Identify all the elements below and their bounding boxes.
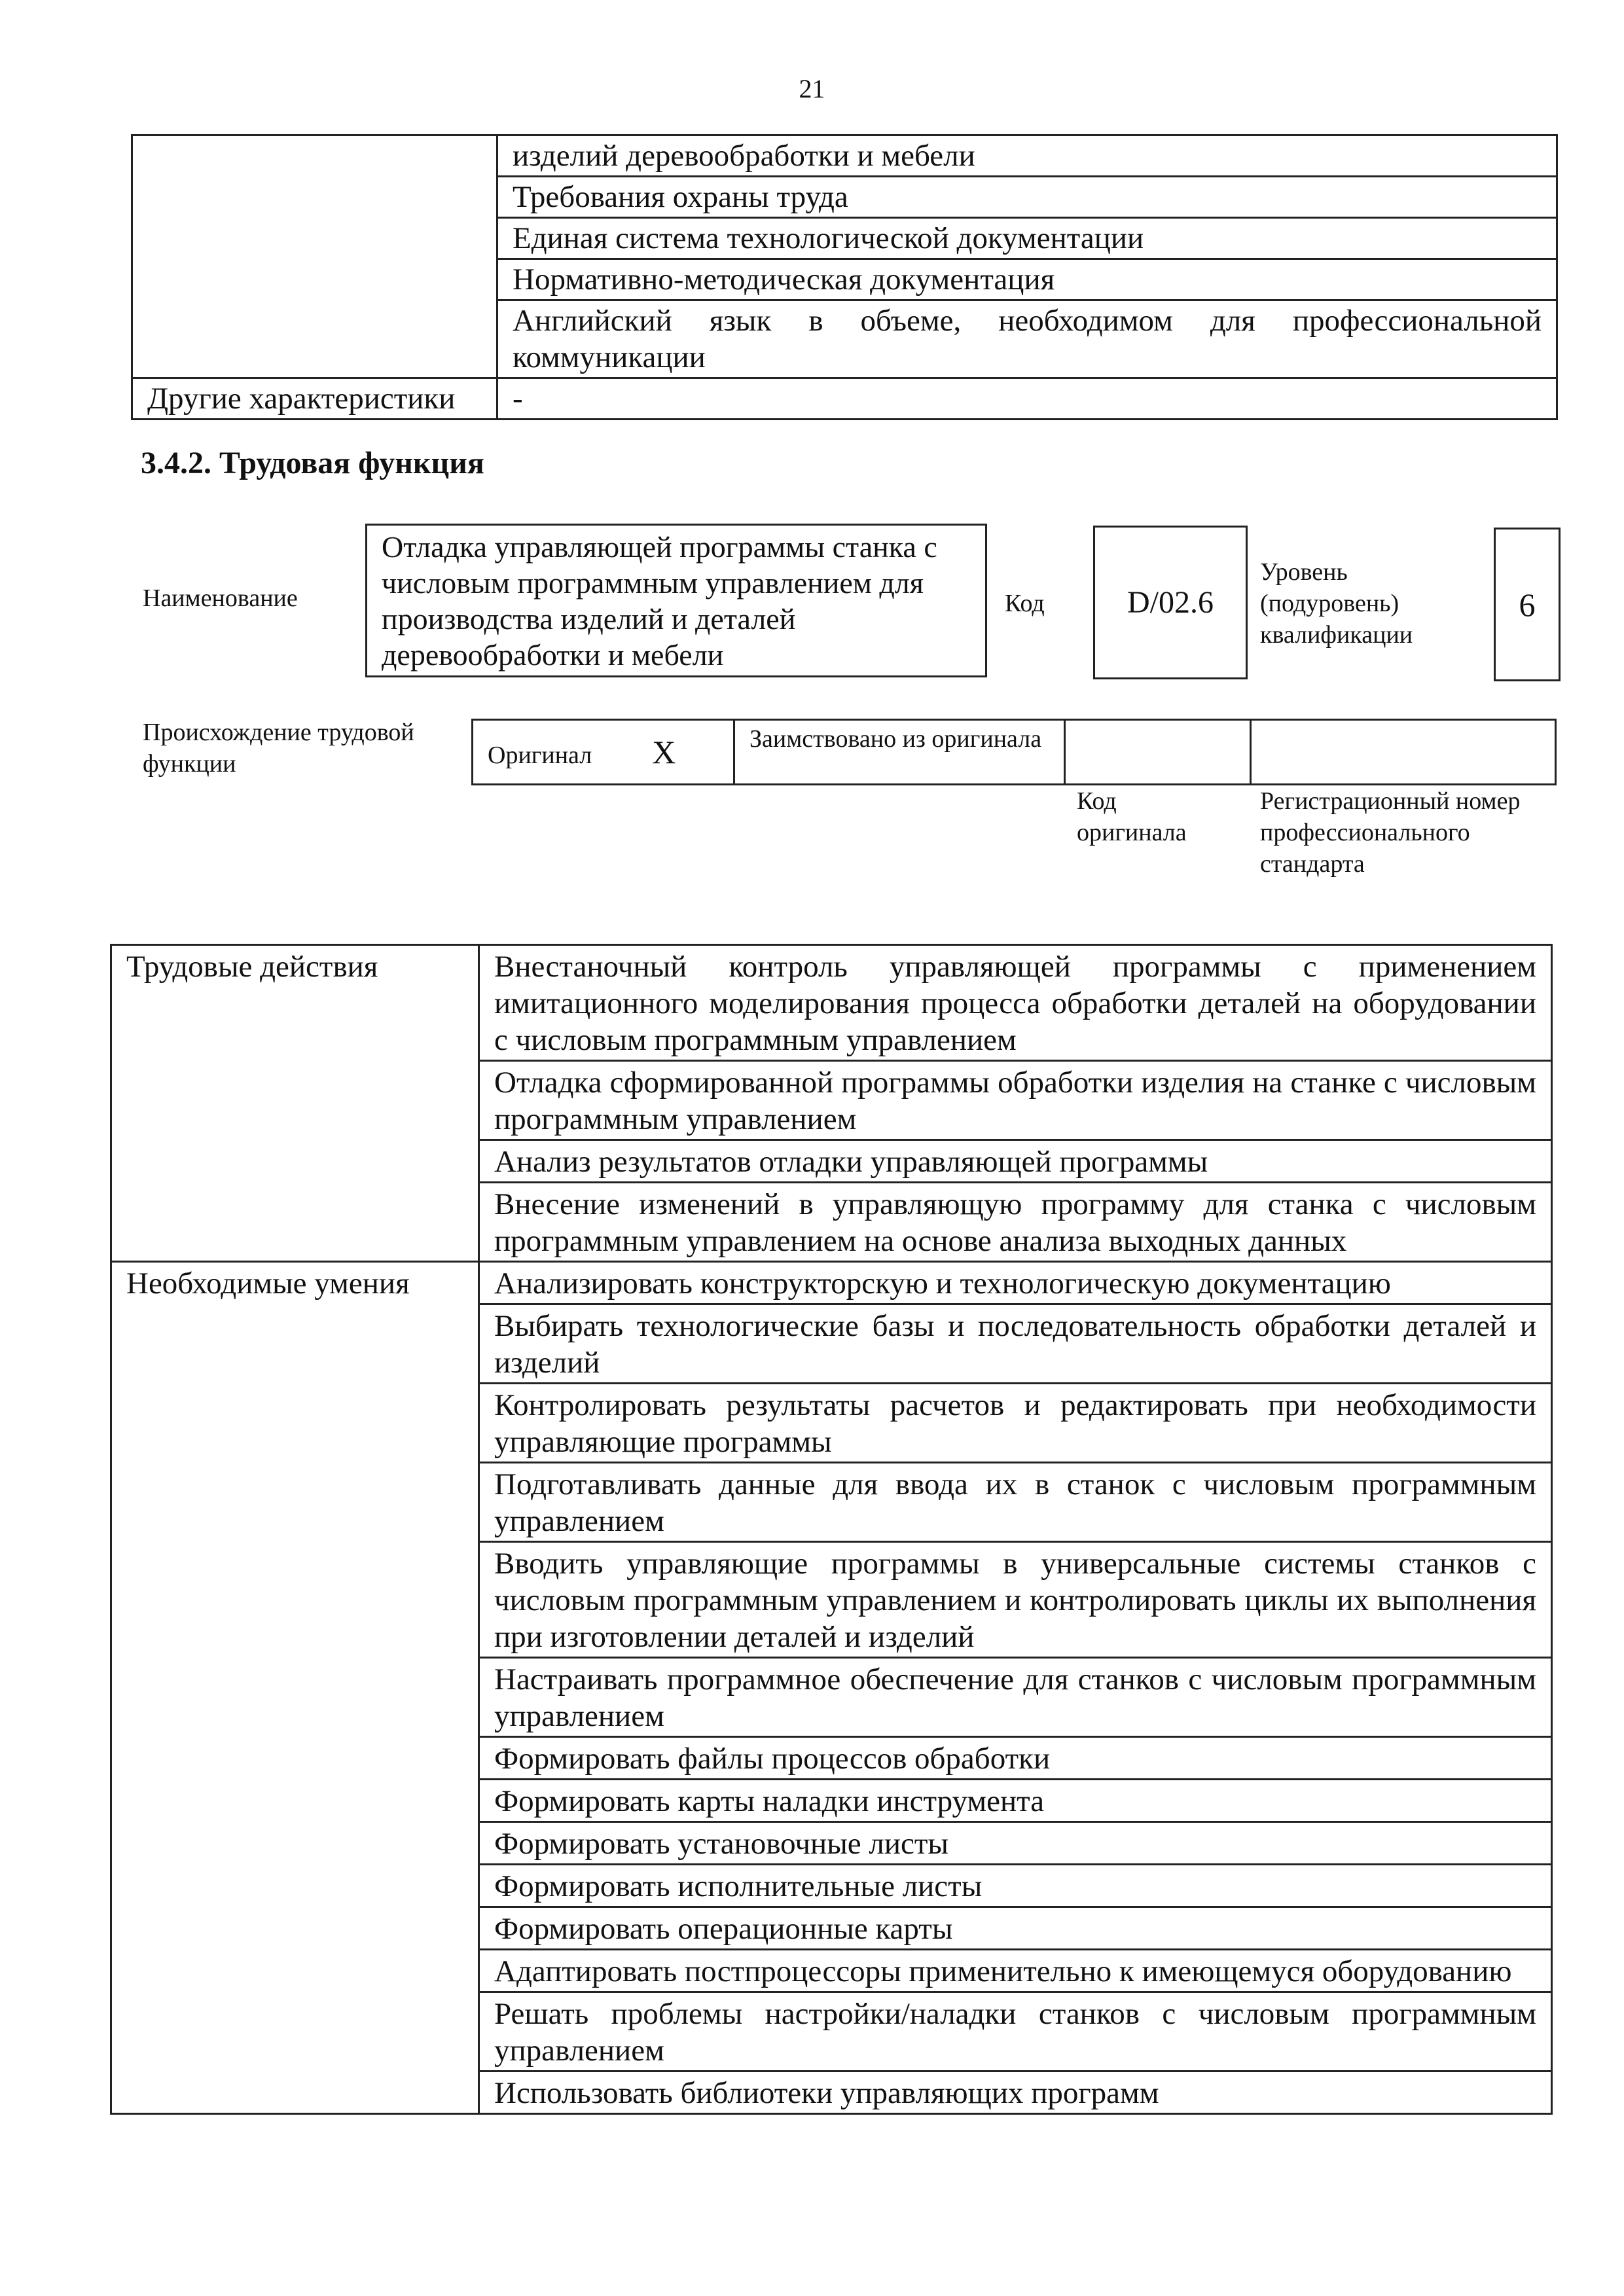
labor-action-item: Отладка сформированной программы обработки изделия на станке с числовым программным управлением <box>479 1061 1552 1140</box>
original-cell <box>473 720 734 785</box>
skill-item: Настраивать программное обеспечение для станков с числовым программным управлением <box>479 1658 1552 1737</box>
skill-item: Формировать установочные листы <box>479 1822 1552 1865</box>
origin-table <box>471 719 1557 785</box>
knowledge-item: Нормативно-методическая документация <box>497 259 1557 300</box>
origin-label: Происхождение трудовой функции <box>143 719 414 778</box>
skill-item: Вводить управляющие программы в универсальные системы станков с числовым программным управлением и контролировать циклы их выполнения при изготовлении деталей и изделий <box>479 1542 1552 1658</box>
code-label: Код <box>1005 590 1045 617</box>
function-name-box: Отладка управляющей программы станка с числовым программным управлением для производства изделий и деталей деревообработки и мебели <box>365 524 987 677</box>
labor-action-item: Анализ результатов отладки управляющей программы <box>479 1140 1552 1183</box>
section-title: 3.4.2. Трудовая функция <box>141 446 484 480</box>
code-value-box: D/02.6 <box>1093 526 1248 679</box>
borrowed-label: Заимствовано из оригинала <box>734 720 1065 785</box>
skill-item: Подготавливать данные для ввода их в станок с числовым программным управлением <box>479 1463 1552 1542</box>
required-skills-label: Необходимые умения <box>111 1262 479 2114</box>
knowledge-label-cell <box>132 135 497 378</box>
other-characteristics-value: - <box>497 378 1557 420</box>
labor-action-item: Внесение изменений в управляющую программу для станка с числовым программным управлением на основе анализа выходных данных <box>479 1183 1552 1262</box>
table-row <box>111 1262 1552 1304</box>
labor-function-table <box>110 944 1553 2115</box>
skill-item: Формировать карты наладки инструмента <box>479 1780 1552 1822</box>
skill-item: Анализировать конструкторскую и технологическую документацию <box>479 1262 1552 1304</box>
knowledge-item: Единая система технологической документации <box>497 218 1557 259</box>
table-row <box>473 720 1556 785</box>
level-label: Уровень (подуровень) квалификации <box>1260 558 1413 649</box>
skill-item: Формировать операционные карты <box>479 1907 1552 1950</box>
skill-item: Адаптировать постпроцессоры применительно к имеющемуся оборудованию <box>479 1950 1552 1992</box>
other-characteristics-label: Другие характеристики <box>132 378 497 420</box>
table-row <box>132 378 1557 420</box>
skill-item: Решать проблемы настройки/наладки станков с числовым программным управлением <box>479 1992 1552 2072</box>
name-label: Наименование <box>143 584 298 612</box>
knowledge-item: Требования охраны труда <box>497 177 1557 218</box>
table-row <box>111 945 1552 1061</box>
skill-item: Формировать исполнительные листы <box>479 1865 1552 1907</box>
page-number: 21 <box>799 74 825 103</box>
level-value-box: 6 <box>1494 528 1561 681</box>
registration-number-cell <box>1251 720 1556 785</box>
skill-item: Контролировать результаты расчетов и редактировать при необходимости управляющие программы <box>479 1384 1552 1463</box>
original-mark: X <box>652 734 676 770</box>
skill-item: Использовать библиотеки управляющих программ <box>479 2072 1552 2114</box>
skill-item: Формировать файлы процессов обработки <box>479 1737 1552 1780</box>
code-caption: Код оригинала <box>1077 787 1187 846</box>
knowledge-item: Английский язык в объеме, необходимом для профессиональной коммуникации <box>497 300 1557 378</box>
labor-action-item: Внестаночный контроль управляющей программы с применением имитационного моделирования процесса обработки деталей на оборудовании с числовым программным управлением <box>479 945 1552 1061</box>
knowledge-item: изделий деревообработки и мебели <box>497 135 1557 177</box>
registration-caption: Регистрационный номер профессионального стандарта <box>1260 787 1521 878</box>
knowledge-table-continuation <box>131 134 1558 420</box>
original-label: Оригинал <box>488 742 592 769</box>
table-row <box>132 135 1557 177</box>
labor-actions-label: Трудовые действия <box>111 945 479 1262</box>
skill-item: Выбирать технологические базы и последовательность обработки деталей и изделий <box>479 1304 1552 1384</box>
original-code-cell <box>1065 720 1251 785</box>
